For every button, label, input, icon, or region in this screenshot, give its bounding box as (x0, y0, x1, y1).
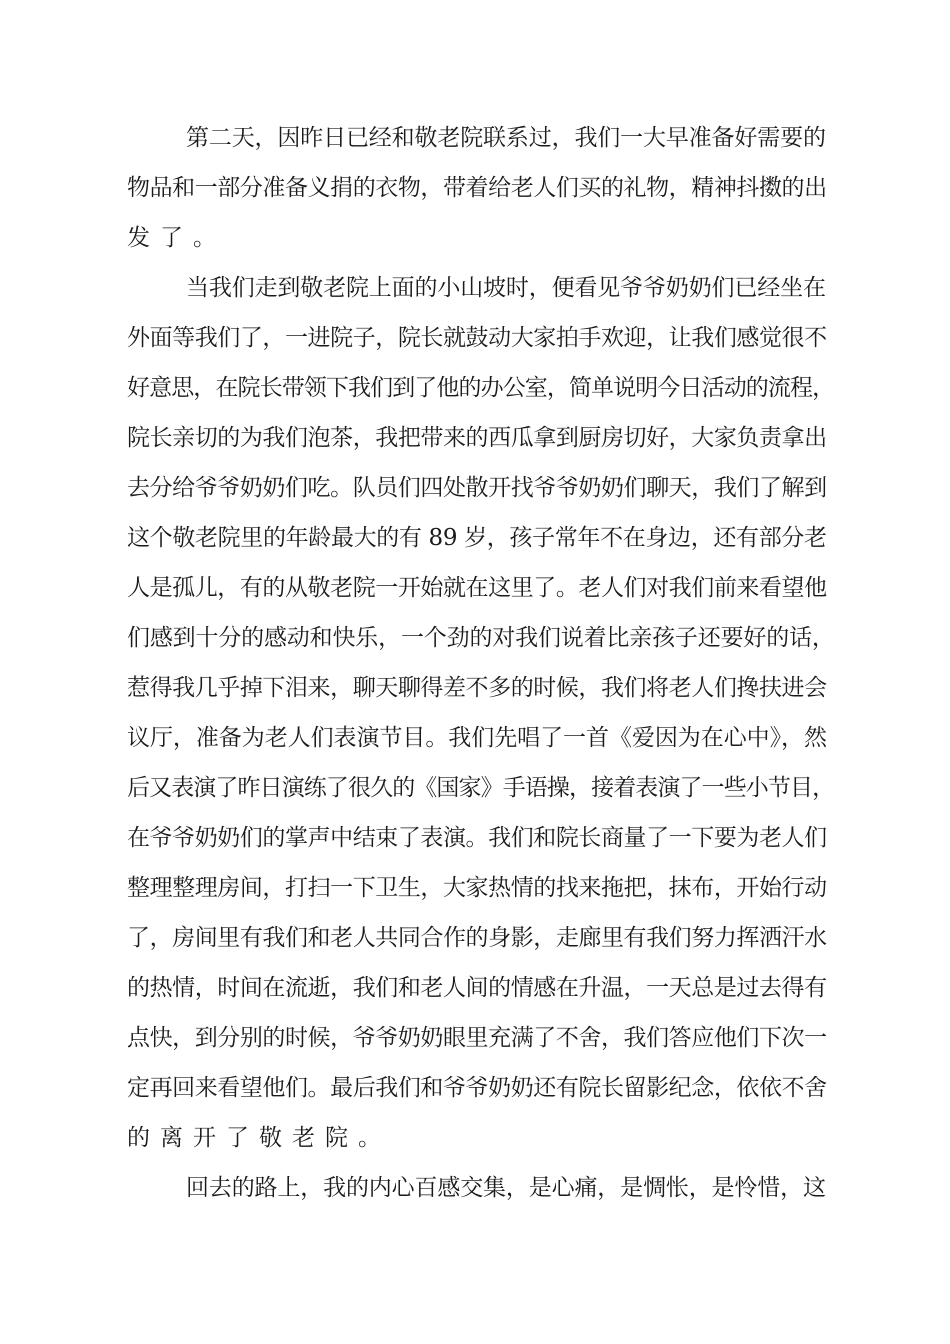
text-line (0, 968, 950, 1008)
text-line (0, 718, 950, 758)
line-text: 们感到十分的感动和快乐，一个劲的对我们说着比亲孩子还要好的话， (127, 625, 835, 651)
line-text: 定再回来看望他们。最后我们和爷爷奶奶还有院长留影纪念，依依不舍 (127, 1075, 827, 1101)
line-text: 好意思，在院长带领下我们到了他的办公室，简单说明今日活动的流程， (127, 375, 835, 401)
line-text: 后又表演了昨日演练了很久的《国家》手语操，接着表演了一些小节目， (127, 775, 835, 801)
line-text: 的离开了敬老院。 (127, 1125, 391, 1151)
text-line (0, 918, 950, 958)
line-text: 外面等我们了，一进院子，院长就鼓动大家拍手欢迎，让我们感觉很不 (127, 325, 827, 351)
text-line (0, 368, 950, 408)
line-text: 的热情，时间在流逝，我们和老人间的情感在升温，一天总是过去得有 (127, 975, 827, 1001)
line-text: 去分给爷爷奶奶们吃。队员们四处散开找爷爷奶奶们聊天，我们了解到 (127, 475, 827, 501)
text-line (0, 818, 950, 858)
line-text: 整理整理房间，打扫一下卫生，大家热情的找来拖把，抹布，开始行动 (127, 875, 827, 901)
line-text: 在爷爷奶奶们的掌声中结束了表演。我们和院长商量了一下要为老人们 (127, 825, 827, 851)
line-text: 人是孤儿，有的从敬老院一开始就在这里了。老人们对我们前来看望他 (127, 575, 827, 601)
text-line (0, 168, 950, 208)
text-line (0, 268, 950, 308)
line-text: 院长亲切的为我们泡茶，我把带来的西瓜拿到厨房切好，大家负责拿出 (127, 425, 827, 451)
line-text: 回去的路上，我的内心百感交集，是心痛，是惆怅，是怜惜，这 (186, 1175, 826, 1201)
text-line (0, 868, 950, 908)
line-text: 了，房间里有我们和老人共同合作的身影，走廊里有我们努力挥洒汗水 (127, 925, 827, 951)
line-text: 发了。 (127, 225, 226, 251)
text-line (0, 568, 950, 608)
text-line (0, 1168, 950, 1208)
line-text: 惹得我几乎掉下泪来，聊天聊得差不多的时候，我们将老人们搀扶进会 (127, 675, 827, 701)
line-text: 当我们走到敬老院上面的小山坡时，便看见爷爷奶奶们已经坐在 (186, 275, 826, 301)
line-text: 议厅，准备为老人们表演节目。我们先唱了一首《爱因为在心中》，然 (127, 725, 827, 751)
text-line (0, 1018, 950, 1058)
text-line (0, 118, 950, 158)
text-line (0, 318, 950, 358)
text-line (0, 518, 950, 558)
line-text: 点快，到分别的时候，爷爷奶奶眼里充满了不舍，我们答应他们下次一 (127, 1025, 827, 1051)
text-line (0, 768, 950, 808)
text-line (0, 218, 950, 258)
line-text: 物品和一部分准备义捐的衣物，带着给老人们买的礼物，精神抖擞的出 (127, 175, 827, 201)
text-line (0, 1068, 950, 1108)
line-text: 这个敬老院里的年龄最大的有 89 岁，孩子常年不在身边，还有部分老 (127, 525, 827, 551)
text-line (0, 618, 950, 658)
text-line (0, 1118, 950, 1158)
text-line (0, 668, 950, 708)
text-line (0, 418, 950, 458)
text-line (0, 468, 950, 508)
line-text: 第二天，因昨日已经和敬老院联系过，我们一大早准备好需要的 (186, 125, 826, 151)
